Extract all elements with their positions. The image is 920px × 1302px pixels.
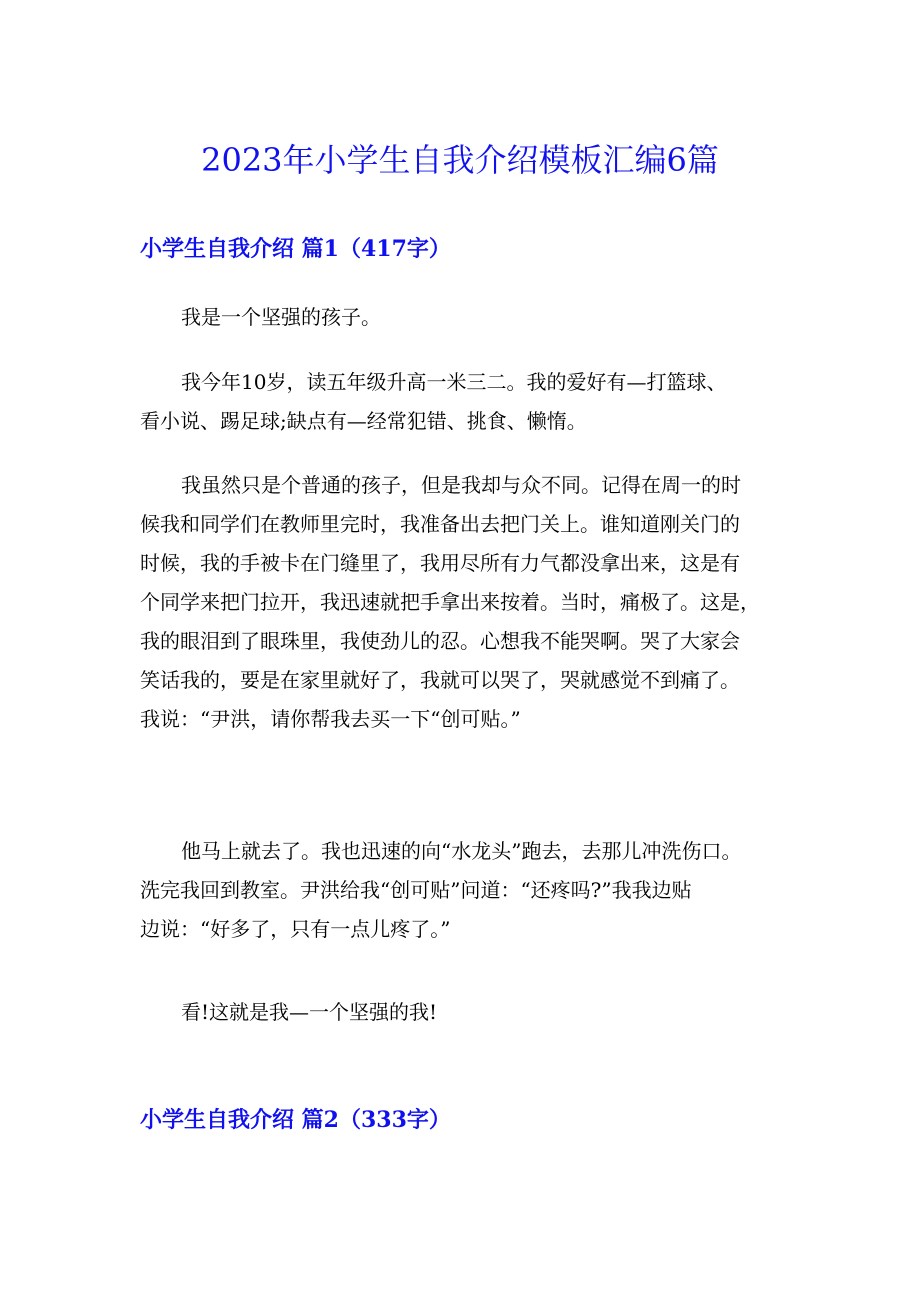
paragraph [140, 466, 785, 739]
paragraph [140, 832, 785, 949]
paragraph [140, 363, 785, 441]
paragraph [140, 993, 785, 1032]
paragraph-line: 看小说、踢足球;缺点有—经常犯错、挑食、懒惰。 [140, 409, 587, 433]
paragraph-line: 我的眼泪到了眼珠里，我使劲儿的忍。心想我不能哭啊。哭了大家会 [140, 629, 740, 653]
paragraph-line: 我说：“尹洪，请你帮我去买一下“创可贴。” [140, 707, 521, 731]
paragraph-line: 时候，我的手被卡在门缝里了，我用尽所有力气都没拿出来，这是有 [140, 551, 740, 575]
paragraph-line: 边说：“好多了，只有一点儿疼了。” [140, 917, 451, 941]
paragraph-line: 笑话我的，要是在家里就好了，我就可以哭了，哭就感觉不到痛了。 [140, 668, 740, 692]
paragraph-line: 我虽然只是个普通的孩子，但是我却与众不同。记得在周一的时 [181, 473, 741, 497]
paragraph-line: 我是一个坚强的孩子。 [181, 305, 381, 329]
document-title: 2023年小学生自我介绍模板汇编6篇 [201, 141, 719, 179]
paragraph-line: 看!这就是我—一个坚强的我! [181, 1000, 438, 1024]
paragraph-line: 我今年10岁，读五年级升高一米三二。我的爱好有—打篮球、 [181, 370, 727, 394]
section-heading-2: 小学生自我介绍 篇2（333字） [140, 1107, 451, 1133]
paragraph-line: 个同学来把门拉开，我迅速就把手拿出来按着。当时，痛极了。这是， [140, 590, 760, 614]
paragraph [140, 298, 785, 337]
section-heading-1: 小学生自我介绍 篇1（417字） [140, 236, 451, 262]
paragraph-line: 候我和同学们在教师里完时，我准备出去把门关上。谁知道刚关门的 [140, 512, 740, 536]
paragraph-line: 洗完我回到教室。尹洪给我“创可贴”问道：“还疼吗?”我我边贴 [140, 878, 692, 902]
paragraph-line: 他马上就去了。我也迅速的向“水龙头”跑去，去那儿冲洗伤口。 [181, 839, 742, 863]
